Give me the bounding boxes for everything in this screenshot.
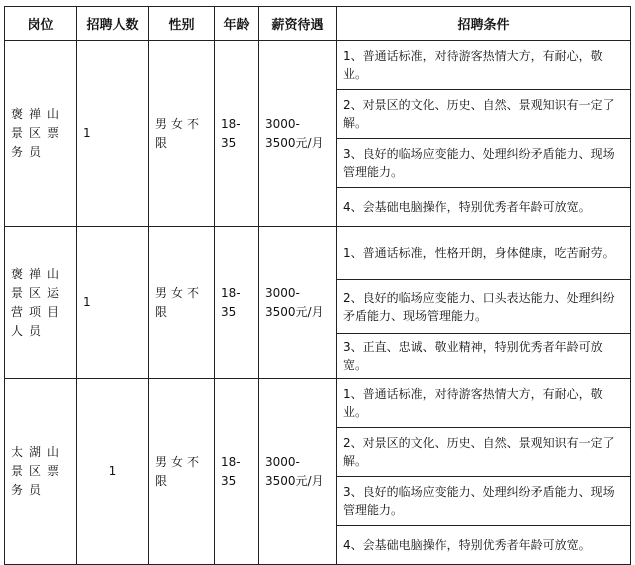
salary-cell: 3000-3500元/月 [259, 227, 337, 379]
position-cell: 褒禅山景区运营项目人员 [5, 227, 77, 379]
requirement-item: 2、对景区的文化、历史、自然、景观知识有一定了解。 [337, 90, 631, 139]
count-cell: 1 [77, 227, 149, 379]
header-gender: 性别 [149, 7, 215, 41]
age-cell: 18-35 [215, 379, 259, 565]
recruitment-table [4, 6, 631, 565]
requirement-item: 2、良好的临场应变能力、口头表达能力、处理纠纷矛盾能力、现场管理能力。 [337, 280, 631, 334]
salary-cell: 3000-3500元/月 [259, 41, 337, 227]
requirement-item: 1、普通话标准，对待游客热情大方，有耐心，敬业。 [337, 379, 631, 428]
requirement-item: 4、会基础电脑操作，特别优秀者年龄可放宽。 [337, 526, 631, 565]
requirement-item: 3、正直、忠诚、敬业精神，特别优秀者年龄可放宽。 [337, 334, 631, 379]
requirement-item: 1、普通话标准，对待游客热情大方，有耐心，敬业。 [337, 41, 631, 90]
requirement-item: 4、会基础电脑操作，特别优秀者年龄可放宽。 [337, 188, 631, 227]
requirement-item: 1、普通话标准，性格开朗，身体健康，吃苦耐劳。 [337, 227, 631, 280]
count-cell: 1 [77, 41, 149, 227]
header-age: 年龄 [215, 7, 259, 41]
gender-cell: 男女不限 [149, 227, 215, 379]
age-cell: 18-35 [215, 41, 259, 227]
age-cell: 18-35 [215, 227, 259, 379]
header-salary: 薪资待遇 [259, 7, 337, 41]
position-cell: 褒禅山景区票务员 [5, 41, 77, 227]
count-cell: 1 [77, 379, 149, 565]
position-cell: 太湖山景区票务员 [5, 379, 77, 565]
requirement-item: 2、对景区的文化、历史、自然、景观知识有一定了解。 [337, 428, 631, 477]
header-position: 岗位 [5, 7, 77, 41]
salary-cell: 3000-3500元/月 [259, 379, 337, 565]
requirement-item: 3、良好的临场应变能力、处理纠纷矛盾能力、现场管理能力。 [337, 139, 631, 188]
table-row [5, 41, 631, 90]
header-count: 招聘人数 [77, 7, 149, 41]
header-row [5, 7, 631, 41]
table-row [5, 379, 631, 428]
gender-cell: 男女不限 [149, 379, 215, 565]
header-requirements: 招聘条件 [337, 7, 631, 41]
gender-cell: 男女不限 [149, 41, 215, 227]
table-row [5, 227, 631, 280]
requirement-item: 3、良好的临场应变能力、处理纠纷矛盾能力、现场管理能力。 [337, 477, 631, 526]
